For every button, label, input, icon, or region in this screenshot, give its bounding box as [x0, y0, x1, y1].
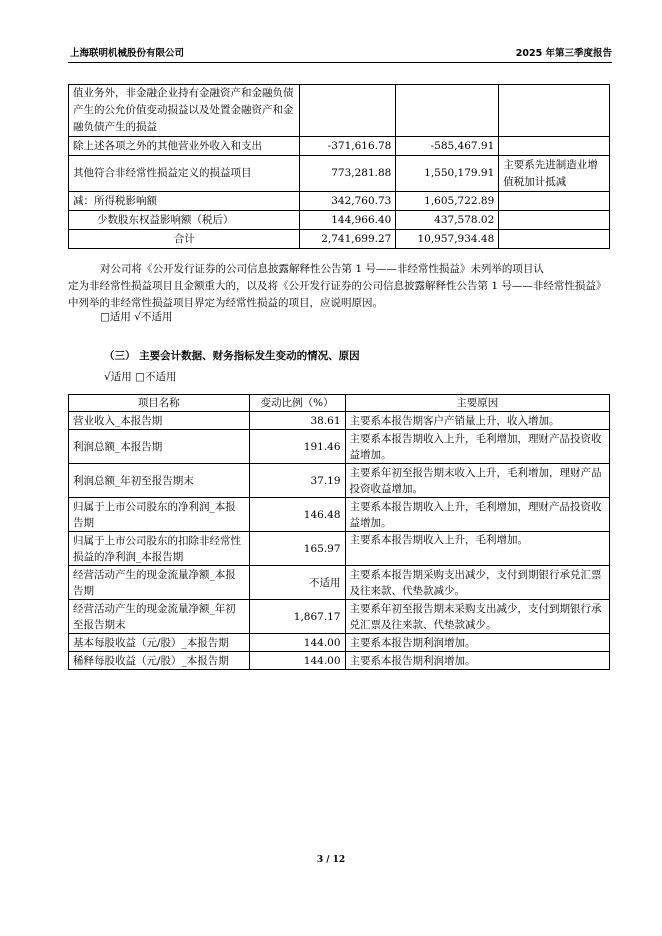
reason-cell: 主要系本报告期收入上升，毛利增加。	[345, 532, 609, 566]
current-cell: 342,760.73	[300, 192, 396, 211]
ratio-cell: 1,867.17	[249, 600, 345, 634]
ytd-cell: 10,957,934.48	[396, 230, 499, 249]
ytd-cell: -585,467.91	[396, 137, 499, 156]
table-row	[69, 211, 610, 230]
ratio-cell: 38.61	[249, 412, 345, 430]
ratio-cell: 144.00	[249, 652, 345, 670]
table-row	[69, 412, 610, 430]
name-cell: 基本每股收益（元/股）_本报告期	[69, 634, 250, 652]
name-cell: 稀释每股收益（元/股）_本报告期	[69, 652, 250, 670]
reason-cell: 主要系本报告期利润增加。	[345, 634, 609, 652]
reason-cell: 主要系年初至报告期末采购支出减少，支付到期银行承兑汇票及往来款、代垫款减少。	[345, 600, 609, 634]
table-row	[69, 634, 610, 652]
non-recurring-items-table	[68, 84, 610, 249]
note-cell	[499, 230, 610, 249]
header-cell: 项目名称	[69, 395, 250, 412]
table-row	[69, 464, 610, 498]
explanation-paragraph-line1: 对公司将《公开发行证券的公司信息披露解释性公告第 1 号——非经常性损益》未列举的项目认	[100, 263, 544, 275]
current-cell: 2,741,699.27	[300, 230, 396, 249]
current-cell: 773,281.88	[300, 156, 396, 192]
ytd-cell: 437,578.02	[396, 211, 499, 230]
item-cell: 合计	[69, 230, 300, 249]
header-cell: 变动比例（%）	[249, 395, 345, 412]
table-row	[69, 156, 610, 192]
reason-cell: 主要系本报告期客户产销量上升，收入增加。	[345, 412, 609, 430]
name-cell: 经营活动产生的现金流量净额_年初至报告期末	[69, 600, 250, 634]
name-cell: 利润总额_年初至报告期末	[69, 464, 250, 498]
header-divider	[68, 62, 612, 63]
item-cell: 值业务外，非金融企业持有金融资产和金融负债产生的公允价值变动损益以及处置金融资产和金融负债产生的损益	[69, 85, 300, 137]
item-cell: 少数股东权益影响额（税后）	[69, 211, 300, 230]
table-row	[69, 230, 610, 249]
reason-cell: 主要系年初至报告期末收入上升，毛利增加，理财产品投资收益增加。	[345, 464, 609, 498]
name-cell: 经营活动产生的现金流量净额_本报告期	[69, 566, 250, 600]
ratio-cell: 191.46	[249, 430, 345, 464]
applicability-check-1: □适用 √不适用	[100, 311, 173, 323]
ratio-cell: 165.97	[249, 532, 345, 566]
table-header-row	[69, 395, 610, 412]
note-cell	[499, 211, 610, 230]
table-row	[69, 652, 610, 670]
name-cell: 营业收入_本报告期	[69, 412, 250, 430]
applicability-check-2: √适用 □不适用	[104, 371, 177, 383]
explanation-paragraph-rest: 定为非经常性损益项目且金额重大的，以及将《公开发行证券的公司信息披露解释性公告第 1 号——非经常性损益》中列举的非经常性损益项目界定为经常性损益的项目，应说明原因。	[68, 280, 607, 309]
ratio-cell: 37.19	[249, 464, 345, 498]
table-row	[69, 600, 610, 634]
page-number: 3 / 12	[316, 855, 346, 865]
section-title: （三） 主要会计数据、财务指标发生变动的情况、原因	[104, 350, 360, 362]
table-row	[69, 566, 610, 600]
table-row	[69, 85, 610, 137]
ratio-cell: 144.00	[249, 634, 345, 652]
table-row	[69, 137, 610, 156]
ytd-cell: 1,605,722.89	[396, 192, 499, 211]
header-cell: 主要原因	[345, 395, 609, 412]
header-report-title: 2025 年第三季度报告	[515, 48, 612, 59]
note-cell: 主要系先进制造业增值税加计抵减	[499, 156, 610, 192]
reason-cell: 主要系本报告期采购支出减少，支付到期银行承兑汇票及往来款、代垫款减少。	[345, 566, 609, 600]
item-cell: 减：所得税影响额	[69, 192, 300, 211]
note-cell	[499, 192, 610, 211]
table-row	[69, 430, 610, 464]
note-cell	[499, 137, 610, 156]
item-cell: 其他符合非经常性损益定义的损益项目	[69, 156, 300, 192]
current-cell: -371,616.78	[300, 137, 396, 156]
name-cell: 归属于上市公司股东的净利润_本报告期	[69, 498, 250, 532]
ytd-cell	[396, 85, 499, 137]
current-cell: 144,966.40	[300, 211, 396, 230]
name-cell: 归属于上市公司股东的扣除非经常性损益的净利润_本报告期	[69, 532, 250, 566]
reason-cell: 主要系本报告期收入上升，毛利增加，理财产品投资收益增加。	[345, 430, 609, 464]
current-cell	[300, 85, 396, 137]
reason-cell: 主要系本报告期利润增加。	[345, 652, 609, 670]
change-reasons-table	[68, 394, 610, 670]
table-row	[69, 498, 610, 532]
header-company: 上海联明机械股份有限公司	[70, 48, 185, 59]
table-row	[69, 532, 610, 566]
ratio-cell: 146.48	[249, 498, 345, 532]
ratio-cell: 不适用	[249, 566, 345, 600]
item-cell: 除上述各项之外的其他营业外收入和支出	[69, 137, 300, 156]
reason-cell: 主要系本报告期收入上升，毛利增加，理财产品投资收益增加。	[345, 498, 609, 532]
note-cell	[499, 85, 610, 137]
name-cell: 利润总额_本报告期	[69, 430, 250, 464]
ytd-cell: 1,550,179.91	[396, 156, 499, 192]
table-row	[69, 192, 610, 211]
